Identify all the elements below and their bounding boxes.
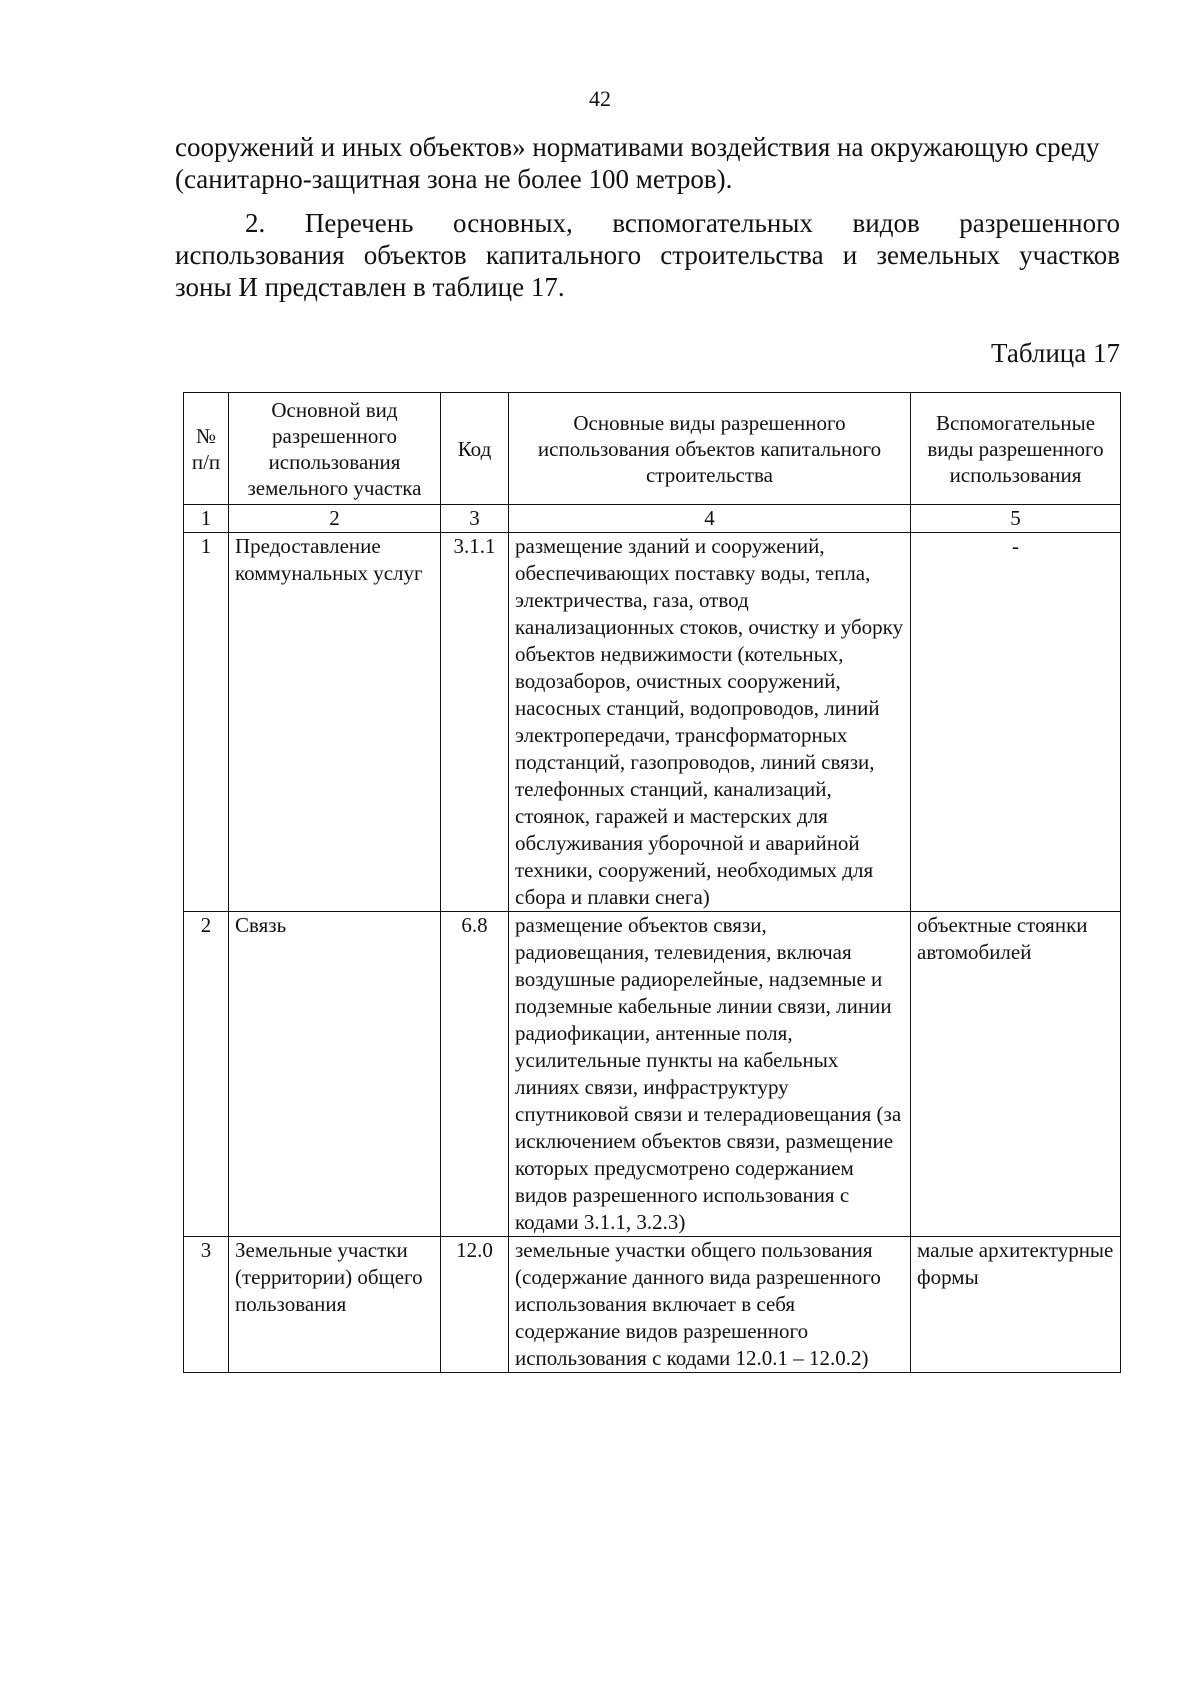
row-auxiliary: объектные стоянки автомобилей	[911, 912, 1121, 1237]
row-code: 12.0	[441, 1237, 509, 1373]
table-header-row	[184, 393, 1121, 505]
table-row	[184, 1237, 1121, 1373]
row-auxiliary: -	[911, 533, 1121, 912]
column-number: 5	[911, 505, 1121, 533]
row-auxiliary: малые архитектурные формы	[911, 1237, 1121, 1373]
row-main-type: Связь	[229, 912, 441, 1237]
row-construction-types: земельные участки общего пользования (содержание данного вида разрешенного использования включает в себя содержание видов разрешенного использования с кодами 12.0.1 – 12.0.2)	[509, 1237, 911, 1373]
table-caption: Таблица 17	[991, 338, 1120, 368]
row-code: 6.8	[441, 912, 509, 1237]
row-number: 3	[184, 1237, 229, 1373]
table-row	[184, 912, 1121, 1237]
column-number: 4	[509, 505, 911, 533]
land-use-table	[183, 392, 1121, 1373]
row-main-type: Предоставление коммунальных услуг	[229, 533, 441, 912]
column-number: 3	[441, 505, 509, 533]
header-auxiliary: Вспомогательные виды разрешенного использования	[911, 393, 1121, 505]
row-construction-types: размещение зданий и сооружений, обеспечивающих поставку воды, тепла, электричества, газа, отвод канализационных стоков, очистку и уборку объектов недвижимости (котельных, водозаборов, очистных сооружений, насосных станций, водопроводов, линий электропередачи, трансформаторных подстанций, газопроводов, линий связи, телефонных станций, канализаций, стоянок, гаражей и мастерских для обслуживания уборочной и аварийной техники, сооружений, необходимых для сбора и плавки снега)	[509, 533, 911, 912]
paragraph-line-4: использования объектов капитального строительства и земельных участков	[175, 240, 1120, 270]
row-main-type: Земельные участки (территории) общего пользования	[229, 1237, 441, 1373]
column-number: 1	[184, 505, 229, 533]
paragraph-line-5: зоны И представлен в таблице 17.	[175, 272, 565, 302]
header-main-type: Основной вид разрешенного использования земельного участка	[229, 393, 441, 505]
header-code: Код	[441, 393, 509, 505]
table-row	[184, 533, 1121, 912]
column-number: 2	[229, 505, 441, 533]
row-construction-types: размещение объектов связи, радиовещания, телевидения, включая воздушные радиорелейные, надземные и подземные кабельные линии связи, линии радиофикации, антенные поля, усилительные пункты на кабельных линиях связи, инфраструктуру спутниковой связи и телерадиовещания (за исключением объектов связи, размещение которых предусмотрено содержанием видов разрешенного использования с кодами 3.1.1, 3.2.3)	[509, 912, 911, 1237]
row-code: 3.1.1	[441, 533, 509, 912]
header-construction-types: Основные виды разрешенного использования объектов капитального строительства	[509, 393, 911, 505]
paragraph-line-2: (санитарно-защитная зона не более 100 метров).	[175, 164, 733, 194]
row-number: 1	[184, 533, 229, 912]
paragraph-line-3: 2. Перечень основных, вспомогательных видов разрешенного	[245, 208, 1120, 238]
row-number: 2	[184, 912, 229, 1237]
header-number: № п/п	[184, 393, 229, 505]
page-number: 42	[589, 86, 611, 111]
paragraph-line-1: сооружений и иных объектов» нормативами воздействия на окружающую среду	[175, 132, 1100, 162]
column-number-row	[184, 505, 1121, 533]
